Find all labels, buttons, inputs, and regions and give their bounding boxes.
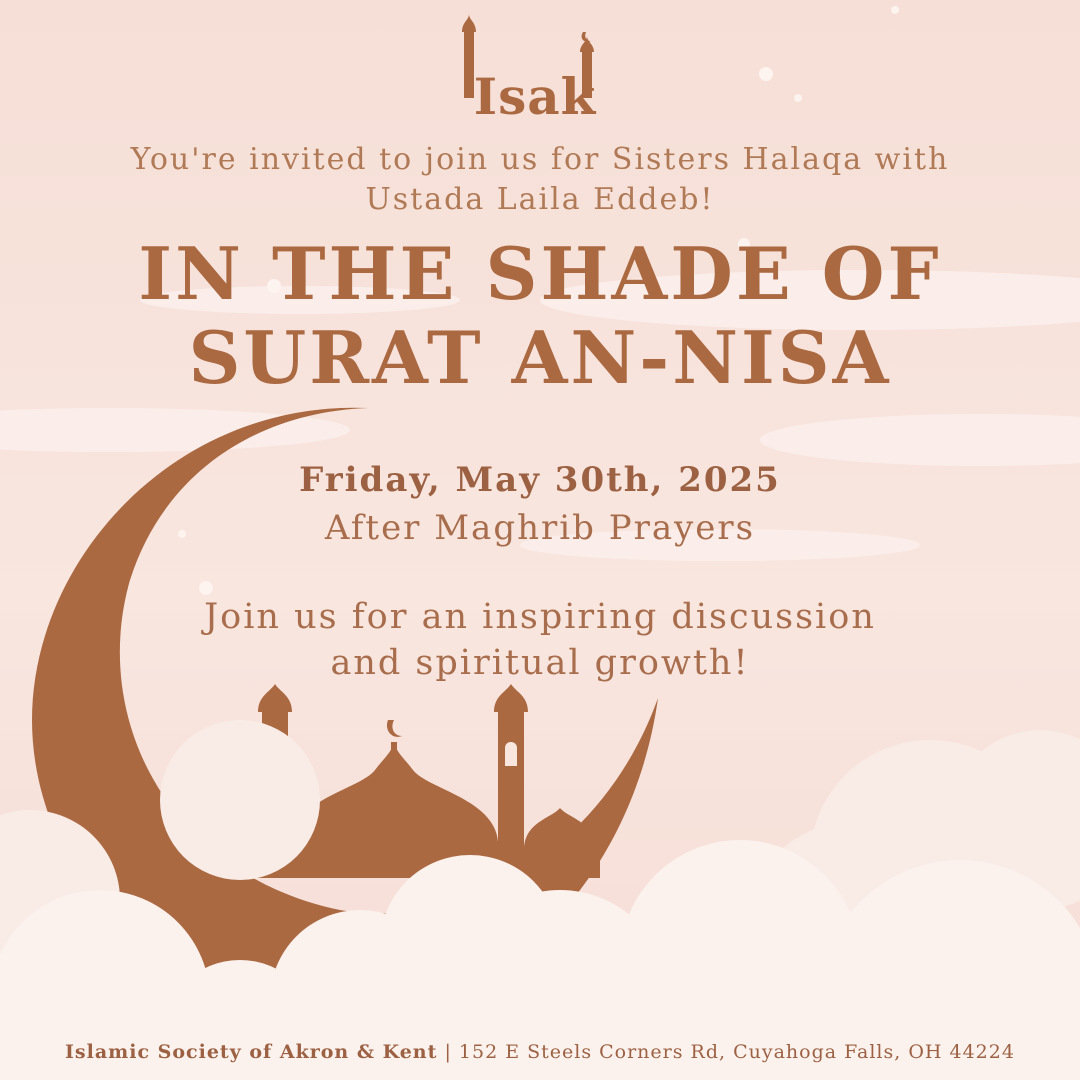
tagline-line-2: and spiritual growth! <box>330 643 750 683</box>
title-line-2: SURAT AN-NISA <box>188 315 892 400</box>
isak-logo <box>450 14 620 124</box>
tagline-line-1: Join us for an inspiring discussion <box>204 597 876 637</box>
title-line-1: IN THE SHADE OF <box>138 231 942 316</box>
invitation-text <box>40 140 1040 220</box>
event-tagline <box>40 594 1040 686</box>
invitation-line-1: You're invited to join us for Sisters Halaqa with <box>130 142 950 177</box>
organization-address: 152 E Steels Corners Rd, Cuyahoga Falls, OH 44224 <box>458 1041 1015 1063</box>
event-time: After Maghrib Prayers <box>324 508 756 548</box>
event-date: Friday, May 30th, 2025 <box>299 460 781 500</box>
invitation-line-2: Ustada Laila Eddeb! <box>365 182 715 217</box>
logo-wordmark: Isak <box>473 67 597 126</box>
footer <box>0 1038 1080 1066</box>
event-title <box>40 232 1040 400</box>
footer-separator: | <box>444 1041 452 1063</box>
organization-name: Islamic Society of Akron & Kent <box>65 1041 438 1063</box>
